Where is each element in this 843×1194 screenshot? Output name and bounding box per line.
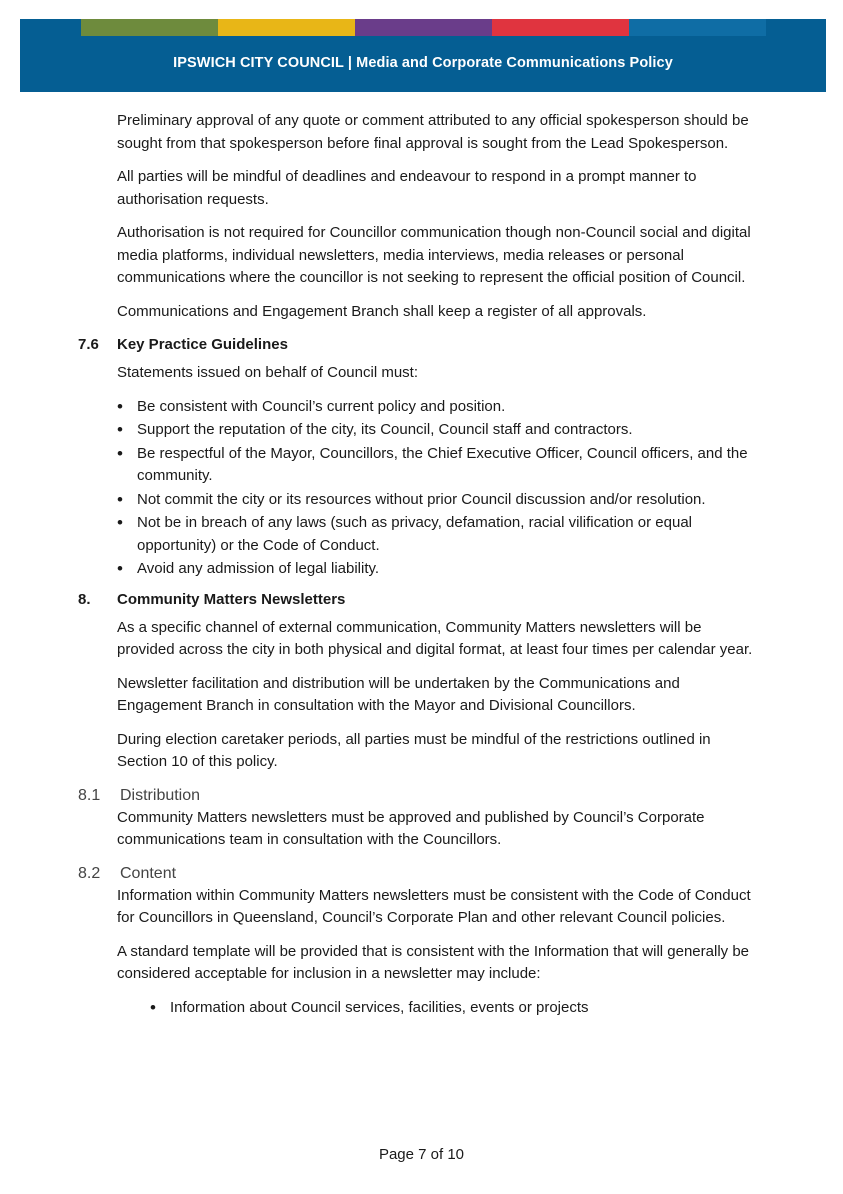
list-item: • Not be in breach of any laws (such as privacy, defamation, racial vilification or equal opportunity) or the Code of Conduct. — [117, 512, 759, 557]
page-number: Page 7 of 10 — [378, 1146, 465, 1163]
list-item: • Not commit the city or its resources without prior Council discussion and/or resolution. — [117, 489, 759, 512]
paragraph: Community Matters newsletters must be approved and published by Council’s Corporate communications team in consultation with the Councillors. — [117, 808, 705, 848]
paragraph: During election caretaker periods, all parties must be mindful of the restrictions outlined in Section 10 of this policy. — [117, 730, 711, 770]
section-heading-7-6 — [0, 334, 843, 356]
section-heading-8 — [0, 589, 843, 611]
list-item: • Be respectful of the Mayor, Councillors, the Chief Executive Officer, Council officers, and the community. — [117, 443, 759, 488]
list-item: • Avoid any admission of legal liability. — [117, 558, 759, 581]
subsection-title: Distribution — [120, 786, 201, 804]
color-stripe-blue — [629, 19, 766, 36]
subsection-number: 8.2 — [78, 864, 101, 882]
bullet-list — [150, 997, 759, 1020]
section-number: 7.6 — [78, 336, 99, 353]
color-stripe-green — [81, 19, 218, 36]
paragraph: Information within Community Matters newsletters must be consistent with the Code of Conduct for Councillors in Queensland, Council’s Corporate Plan and other relevant Council policies. — [117, 886, 751, 926]
header-banner — [20, 19, 826, 92]
color-stripe-red — [492, 19, 629, 36]
bullet-list — [117, 396, 759, 581]
list-item: • Information about Council services, facilities, events or projects — [150, 997, 759, 1020]
subsection-number: 8.1 — [78, 786, 101, 804]
paragraph: Statements issued on behalf of Council must: — [117, 364, 418, 381]
section-title: Key Practice Guidelines — [117, 336, 288, 353]
subsection-heading-8-1 — [0, 785, 843, 807]
paragraph: As a specific channel of external communication, Community Matters newsletters will be provided across the city in both physical and digital format, at least four times per calendar year. — [117, 618, 753, 658]
paragraph: Preliminary approval of any quote or comment attributed to any official spokesperson should be sought from that spokesperson before final approval is sought from the Lead Spokesperson. — [117, 112, 749, 152]
section-number: 8. — [78, 590, 91, 608]
color-stripe-purple — [355, 19, 492, 36]
header-title: IPSWICH CITY COUNCIL | Media and Corporate Communications Policy — [173, 55, 673, 71]
section-title: Community Matters Newsletters — [117, 590, 346, 608]
paragraph: All parties will be mindful of deadlines and endeavour to respond in a prompt manner to authorisation requests. — [117, 168, 697, 208]
subsection-heading-8-2 — [0, 863, 843, 885]
list-item: • Be consistent with Council’s current policy and position. — [117, 396, 759, 419]
list-item: • Support the reputation of the city, its Council, Council staff and contractors. — [117, 419, 759, 442]
document-body — [0, 110, 843, 1027]
paragraph: A standard template will be provided that is consistent with the Information that will generally be considered acceptable for inclusion in a newsletter may include: — [117, 942, 750, 982]
color-stripe-yellow — [218, 19, 355, 36]
paragraph: Authorisation is not required for Councillor communication though non-Council social and digital media platforms, individual newsletters, media interviews, media releases or personal communications where the councillor is not seeking to represent the official position of Council. — [117, 224, 751, 286]
paragraph: Communications and Engagement Branch shall keep a register of all approvals. — [117, 302, 647, 320]
paragraph: Newsletter facilitation and distribution will be undertaken by the Communications and Engagement Branch in consultation with the Mayor and Divisional Councillors. — [117, 674, 680, 714]
subsection-title: Content — [120, 864, 177, 882]
